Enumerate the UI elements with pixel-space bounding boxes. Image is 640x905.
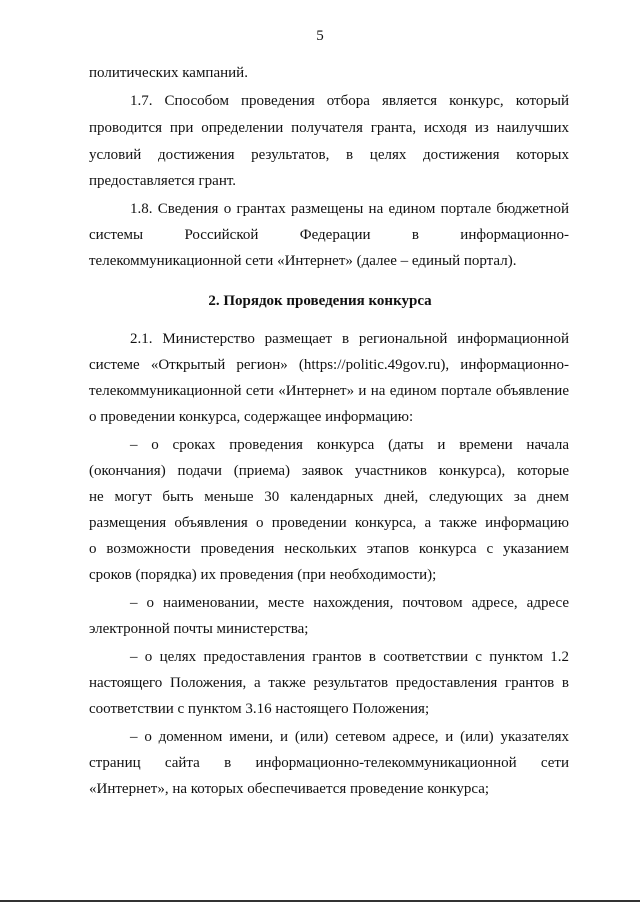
list-item-line: сроков (порядка) их проведения (при необходимости); bbox=[89, 567, 437, 583]
list-item-line: не могут быть меньше 30 календарных дней, следующих за днем bbox=[89, 489, 569, 505]
paragraph-2-1-line: о проведении конкурса, содержащее информацию: bbox=[89, 409, 414, 425]
list-item-line: электронной почты министерства; bbox=[89, 621, 309, 637]
paragraph-2-1-line: системе «Открытый регион» (https://politic.49gov.ru), информационно- bbox=[89, 357, 569, 373]
paragraph-1-8-line: системы Российской Федерации в информационно- bbox=[89, 227, 569, 243]
page-number: 5 bbox=[316, 28, 324, 44]
list-item-line: соответствии с пунктом 3.16 настоящего Положения; bbox=[89, 701, 430, 717]
section-heading: 2. Порядок проведения конкурса bbox=[208, 293, 432, 309]
paragraph-1-7-line: предоставляется грант. bbox=[89, 173, 237, 189]
list-item-line: – о целях предоставления грантов в соответствии с пунктом 1.2 bbox=[130, 649, 569, 665]
list-item-line: – о доменном имени, и (или) сетевом адресе, и (или) указателях bbox=[130, 729, 569, 745]
list-item-line: о возможности проведения нескольких этапов конкурса с указанием bbox=[89, 541, 569, 557]
paragraph-1-7-line: проводится при определении получателя гранта, исходя из наилучших bbox=[89, 120, 569, 136]
list-item-line: размещения объявления о проведении конкурса, а также информацию bbox=[89, 515, 569, 531]
paragraph-1-8-line: 1.8. Сведения о грантах размещены на едином портале бюджетной bbox=[130, 201, 569, 217]
paragraph-1-7-line: 1.7. Способом проведения отбора является конкурс, который bbox=[130, 93, 569, 109]
bottom-rule bbox=[0, 900, 640, 902]
text-line: политических кампаний. bbox=[89, 65, 248, 81]
list-item-line: «Интернет», на которых обеспечивается проведение конкурса; bbox=[89, 781, 490, 797]
list-item-line: (окончания) подачи (приема) заявок участников конкурса), которые bbox=[89, 463, 569, 479]
paragraph-1-7-line: условий достижения результатов, в целях достижения которых bbox=[89, 147, 569, 163]
paragraph-2-1-line: телекоммуникационной сети «Интернет» и на едином портале объявление bbox=[89, 383, 569, 399]
list-item-line: – о сроках проведения конкурса (даты и времени начала bbox=[130, 437, 569, 453]
list-item-line: страниц сайта в информационно-телекоммуникационной сети bbox=[89, 755, 569, 771]
list-item-line: – о наименовании, месте нахождения, почтовом адресе, адресе bbox=[130, 595, 569, 611]
paragraph-1-8-line: телекоммуникационной сети «Интернет» (далее – единый портал). bbox=[89, 253, 517, 269]
list-item-line: настоящего Положения, а также результатов предоставления грантов в bbox=[89, 675, 569, 691]
paragraph-2-1-line: 2.1. Министерство размещает в региональной информационной bbox=[130, 331, 569, 347]
